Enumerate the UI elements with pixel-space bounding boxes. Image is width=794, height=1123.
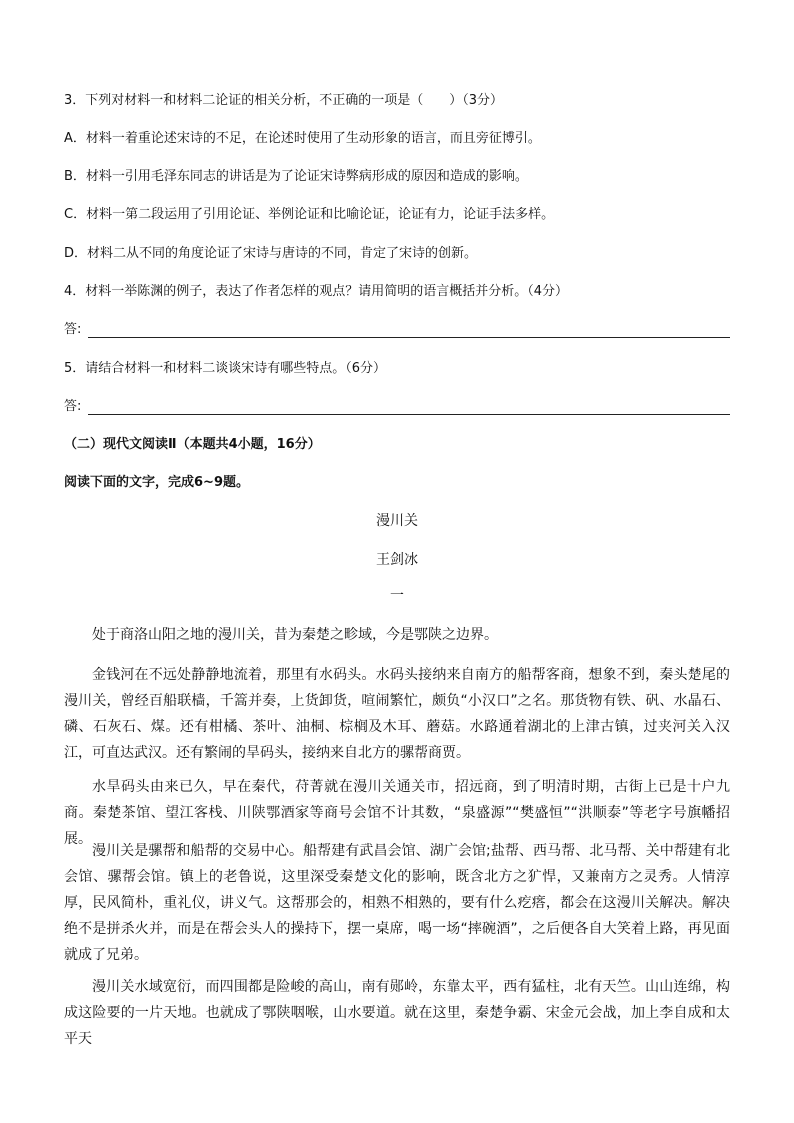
question-4-stem: 4．材料一举陈渊的例子，表达了作者怎样的观点？请用简明的语言概括并分析。（4分） <box>64 284 569 299</box>
article-paragraph: 漫川关是骡帮和船帮的交易中心。船帮建有武昌会馆、湖广会馆;盐帮、西马帮、北马帮、关中帮建有北会馆、骡帮会馆。镇上的老鲁说，这里深受秦楚文化的影响，既含北方之犷悍，又兼南方之灵秀。人情淳厚，民风简朴，重礼仪，讲义气。这帮那会的，相熟不相熟的，要有什么疙瘩，都会在这漫川关解决。解决绝不是拼杀火并，而是在帮会头人的操持下，摆一桌席，喝一场“摔碗酒”，之后便各自大笑着上路，再见面就成了兄弟。 <box>64 843 730 963</box>
section-instruction: 阅读下面的文字，完成6~9题。 <box>64 475 249 490</box>
article-paragraph: 处于商洛山阳之地的漫川关，昔为秦楚之畛域，今是鄂陕之边界。 <box>92 627 498 643</box>
article-part-number: 一 <box>390 588 404 604</box>
question-3-option-d: D．材料二从不同的角度论证了宋诗与唐诗的不同，肯定了宋诗的创新。 <box>64 246 478 261</box>
answer-label: 答: <box>64 399 82 414</box>
answer-underline <box>88 337 730 338</box>
question-3-option-a: A．材料一着重论述宋诗的不足，在论述时使用了生动形象的语言，而且旁征博引。 <box>64 131 541 146</box>
answer-underline <box>88 414 730 415</box>
article-paragraph: 水旱码头由来已久，早在秦代，苻菁就在漫川关通关市，招远商，到了明清时期，古街上已是十户九商。秦楚茶馆、望江客栈、川陕鄂酒家等商号会馆不计其数，“泉盛源”“樊盛恒”“洪顺泰”等老字号旗幡招展。 <box>64 779 730 847</box>
question-3-stem: 3．下列对材料一和材料二论证的相关分析，不正确的一项是（ ）（3分） <box>64 93 504 108</box>
question-3-option-b: B．材料一引用毛泽东同志的讲话是为了论证宋诗弊病形成的原因和造成的影响。 <box>64 169 528 184</box>
question-4-answer-field[interactable] <box>64 321 730 341</box>
section-heading: （二）现代文阅读Ⅱ（本题共4小题，16分） <box>64 437 321 452</box>
article-author: 王剑冰 <box>376 552 418 568</box>
answer-label: 答: <box>64 322 82 337</box>
article-paragraph: 漫川关水域宽衍，而四围都是险峻的高山，南有郧岭，东靠太平，西有猛柱，北有天竺。山山连绵，构成这险要的一片天地。也就成了鄂陕咽喉，山水要道。就在这里，秦楚争霸、宋金元会战，加上李自成和太平天 <box>64 979 730 1047</box>
article-title: 漫川关 <box>376 513 418 529</box>
question-5-answer-field[interactable] <box>64 398 730 418</box>
article-paragraph: 金钱河在不远处静静地流着，那里有水码头。水码头接纳来自南方的船帮客商，想象不到，秦头楚尾的漫川关，曾经百船联樯，千篙并奏，上货卸货，喧闹繁忙，颇负“小汉口”之名。那货物有铁、矾、水晶石、磷、石灰石、煤。还有柑橘、茶叶、油桐、棕榈及木耳、蘑菇。水路通着湖北的上津古镇，过夹河关入汉江，可直达武汉。还有繁闹的旱码头，接纳来自北方的骡帮商贾。 <box>64 667 730 761</box>
question-3-option-c: C．材料一第二段运用了引用论证、举例论证和比喻论证，论证有力，论证手法多样。 <box>64 207 555 222</box>
question-5-stem: 5．请结合材料一和材料二谈谈宋诗有哪些特点。（6分） <box>64 361 387 376</box>
